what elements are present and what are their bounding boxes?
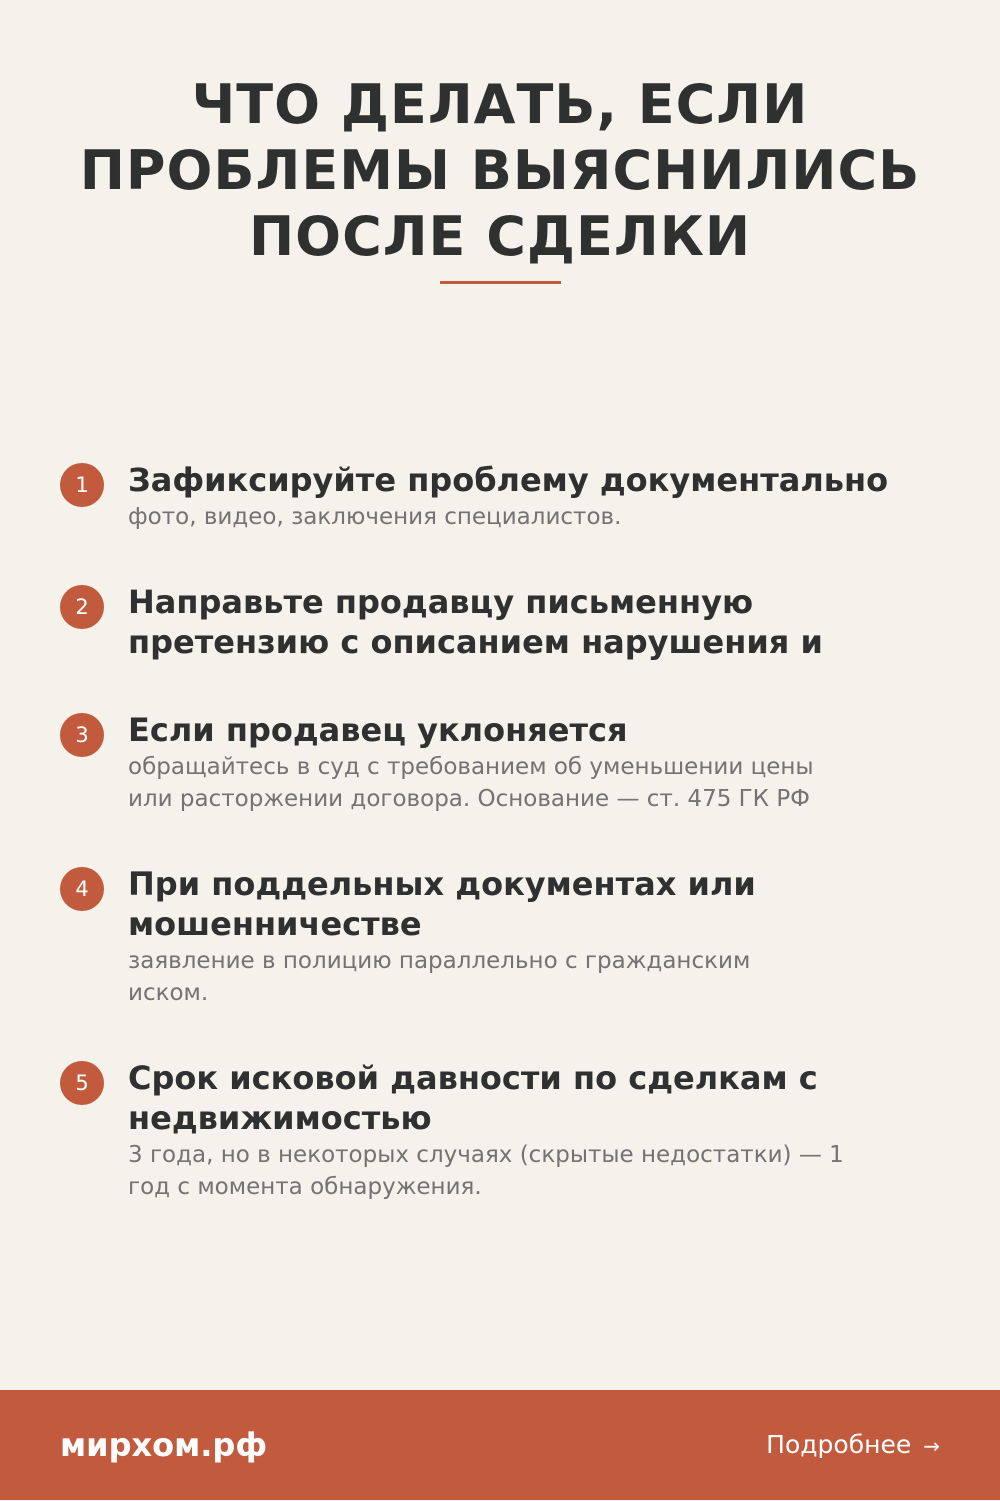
item-desc-line: или расторжении договора. Основание — ст. 475 ГК РФ	[128, 786, 810, 812]
title-line-2: ПРОБЛЕМЫ ВЫЯСНИЛИСЬ	[79, 139, 921, 202]
item-title-line: Срок исковой давности по сделкам с	[128, 1059, 818, 1097]
item-title-line: Направьте продавцу письменную	[128, 583, 754, 621]
item-desc-line: 3 года, но в некоторых случаях (скрытые недостатки) — 1	[128, 1142, 844, 1168]
item-description	[128, 751, 940, 815]
item-title-line: При поддельных документах или	[128, 865, 756, 903]
item-title	[128, 710, 940, 750]
item-desc-line: фото, видео, заключения специалистов.	[128, 504, 622, 530]
item-title	[128, 460, 940, 500]
item-title	[128, 1058, 940, 1138]
title-underline	[440, 281, 561, 284]
item-title-line: мошенничестве	[128, 905, 422, 943]
title-line-1: ЧТО ДЕЛАТЬ, ЕСЛИ	[191, 73, 809, 136]
footer-bar	[0, 1390, 1000, 1500]
more-label: Подробнее	[766, 1430, 912, 1459]
item-description	[128, 945, 940, 1009]
item-desc-line: заявление в полицию параллельно с гражданским	[128, 948, 751, 974]
page-title	[0, 72, 1000, 270]
arrow-right-icon: →	[923, 1434, 940, 1458]
item-title	[128, 864, 940, 944]
list-item	[60, 460, 940, 533]
item-title-line: Если продавец уклоняется	[128, 711, 628, 749]
step-number-badge: 2	[60, 585, 104, 629]
brand-link[interactable]: мирхом.рф	[60, 1426, 268, 1464]
list-item	[60, 1058, 940, 1203]
item-desc-line: иском.	[128, 980, 209, 1006]
more-link[interactable]	[766, 1390, 940, 1501]
item-description	[128, 1139, 940, 1203]
item-desc-line: год с момента обнаружения.	[128, 1174, 482, 1200]
item-title-line: недвижимостью	[128, 1099, 432, 1137]
title-line-3: ПОСЛЕ СДЕЛКИ	[248, 205, 752, 268]
step-number-badge: 3	[60, 713, 104, 757]
step-number-badge: 1	[60, 463, 104, 507]
item-title-line: Зафиксируйте проблему документально	[128, 461, 889, 499]
step-number-badge: 5	[60, 1061, 104, 1105]
list-item	[60, 710, 940, 815]
item-title-line: претензию с описанием нарушения и	[128, 623, 823, 661]
list-item	[60, 864, 940, 1009]
item-description	[128, 501, 940, 533]
item-title	[128, 582, 940, 662]
step-number-badge: 4	[60, 867, 104, 911]
list-item	[60, 582, 940, 662]
item-desc-line: обращайтесь в суд с требованием об уменьшении цены	[128, 754, 814, 780]
